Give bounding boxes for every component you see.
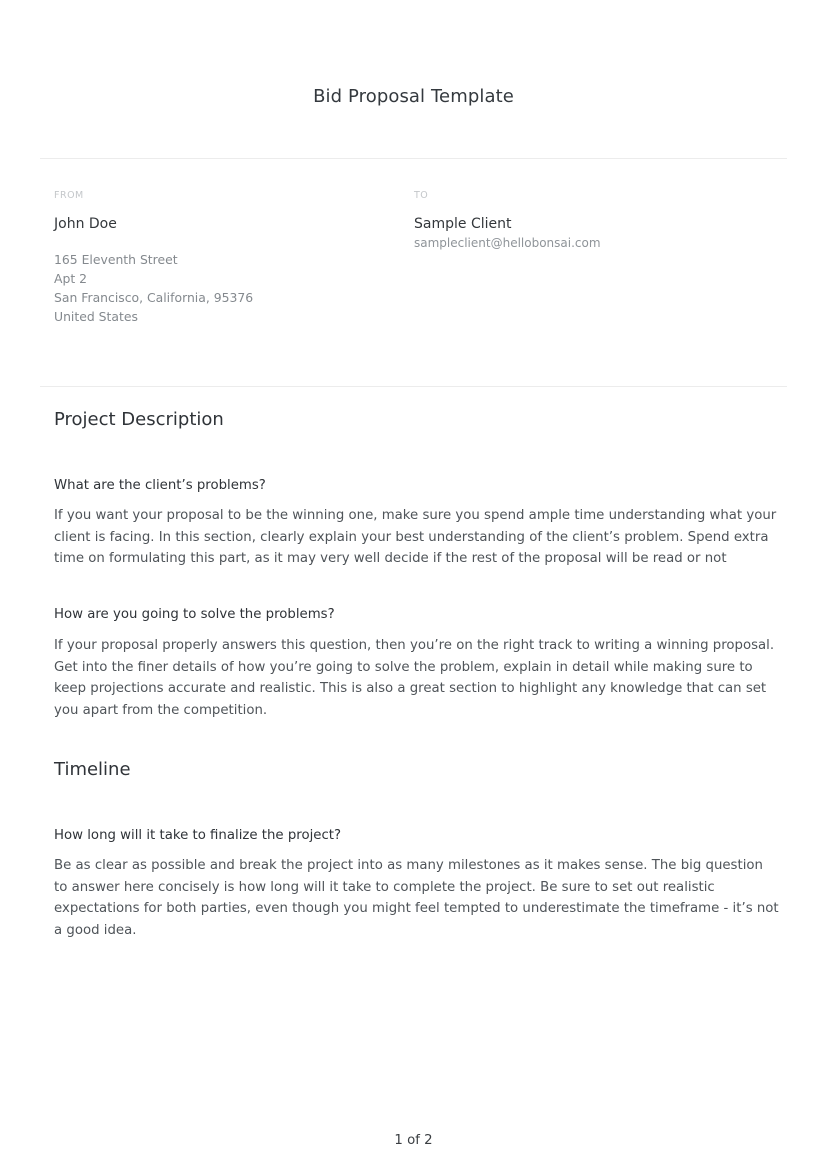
to-block [414,190,754,250]
section-divider [40,386,787,387]
page-number: 1 of 2 [394,1133,433,1148]
section-heading-project-description: Project Description [54,409,224,430]
top-divider [40,158,787,159]
question-title: What are the client’s problems? [54,478,266,493]
answer-text: Be as clear as possible and break the project into as many milestones as it makes sense. The big question to answer here concisely is how long will it take to complete the project. Be sure to set out realistic expectations for both parties, even though you might feel tempted to underestimate the timeframe - it’s not a good idea. [54,858,779,939]
address-line: San Francisco, California, 95376 [54,290,254,305]
address-line: 165 Eleventh Street [54,252,178,267]
address-line: United States [54,309,138,324]
client-name: Sample Client [414,216,512,232]
question-title: How long will it take to finalize the project? [54,828,342,843]
question-title: How are you going to solve the problems? [54,607,335,622]
answer-text: If you want your proposal to be the winning one, make sure you spend ample time understanding what your client is facing. In this section, clearly explain your best understanding of the client’s problem. Spend extra time on formulating this part, as it may very well decide if the rest of the proposal will be read or not [54,508,777,567]
document-title: Bid Proposal Template [313,86,514,107]
sender-name: John Doe [54,216,117,232]
to-label: TO [414,190,429,201]
section-heading-timeline: Timeline [54,759,131,780]
from-block [54,190,394,326]
address-line: Apt 2 [54,271,88,286]
client-email: sampleclient@hellobonsai.com [414,236,601,250]
sender-address [54,250,394,326]
from-label: FROM [54,190,84,201]
answer-text: If your proposal properly answers this question, then you’re on the right track to writing a winning proposal. Get into the finer details of how you’re going to solve the problem, explain in detail while making sure to keep projections accurate and realistic. This is also a great section to highlight any knowledge that can set you apart from the competition. [54,638,775,719]
